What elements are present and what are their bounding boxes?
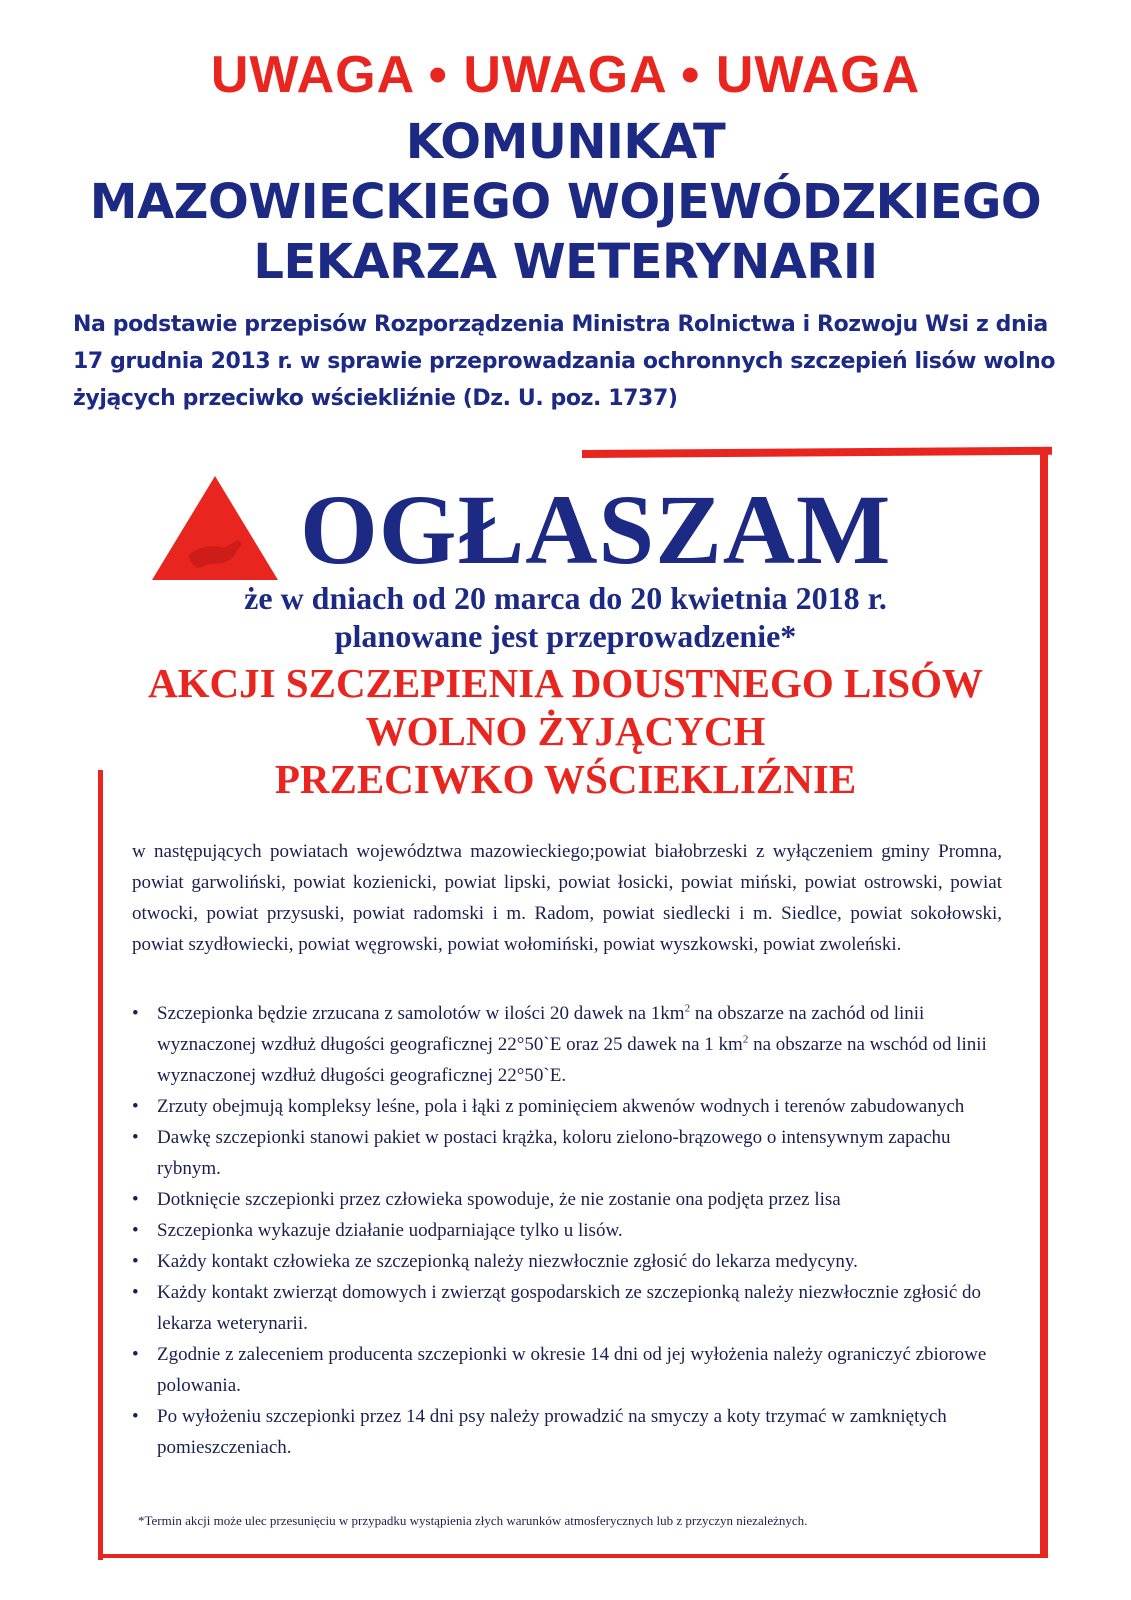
bullet-item: • Dawkę szczepionki stanowi pakiet w postaci krążka, koloru zielono-brązowego o intensywnym zapachu rybnym. (132, 1122, 1006, 1184)
info-bullet-list (132, 998, 1006, 1463)
bullet-item: • Szczepionka wykazuje działanie uodparniające tylko u lisów. (132, 1215, 1006, 1246)
frame-top-border (582, 447, 1052, 458)
legal-basis-text: Na podstawie przepisów Rozporządzenia Ministra Rolnictwa i Rozwoju Wsi z dnia 17 grudnia 2013 r. w sprawie przeprowadzania ochronnych szczepień lisów wolno żyjących przeciwko wściekliźnie (Dz. U. poz. 1737) (73, 312, 1056, 411)
action-line-1: AKCJI SZCZEPIENIA DOUSTNEGO LISÓW (147, 660, 983, 706)
bullet-item: • Po wyłożeniu szczepionki przez 14 dni psy należy prowadzić na smyczy a koty trzymać w zamkniętych pomieszczeniach. (132, 1401, 1006, 1463)
bullet-item: • Szczepionka będzie zrzucana z samolotów w ilości 20 dawek na $1km^2$ na obszarze na zachód od linii wyznaczonej wzdłuż długości geograficznej 22°50`E oraz 25 dawek na 1 $km^2$ na obszarze na wschód od linii wyznaczonej wzdłuż długości geograficznej 22°50`E. (132, 998, 1006, 1091)
bullet-item: • Zgodnie z zaleceniem producenta szczepionki w okresie 14 dni od jej wyłożenia należy ograniczyć zbiorowe polowania. (132, 1339, 1006, 1401)
action-line-2: WOLNO ŻYJĄCYCH (365, 708, 766, 754)
planned-line: planowane jest przeprowadzenie* (334, 618, 797, 654)
bullet-item: • Dotknięcie szczepionki przez człowieka spowoduje, że nie zostanie ona podjęta przez lisa (132, 1184, 1006, 1215)
action-line-3: PRZECIWKO WŚCIEKLIŹNIE (274, 756, 857, 802)
title-line-2: MAZOWIECKIEGO WOJEWÓDZKIEGO (89, 174, 1042, 230)
fox-warning-triangle-icon (150, 474, 280, 582)
districts-paragraph: w następujących powiatach województwa mazowieckiego;powiat białobrzeski z wyłączeniem gminy Promna, powiat garwoliński, powiat kozienicki, powiat lipski, powiat łosicki, powiat miński, powiat ostrowski, powiat otwocki, powiat przysuski, powiat radomski i m. Radom, powiat siedlecki i m. Siedlce, powiat sokołowski, powiat szydłowiecki, powiat węgrowski, powiat wołomiński, powiat wyszkowski, powiat zwoleński. (132, 841, 1002, 955)
footnote: *Termin akcji może ulec przesunięciu w przypadku wystąpienia złych warunków atmosferycznych lub z przyczyn niezależnych. (138, 1513, 808, 1528)
date-range-line: że w dniach od 20 marca do 20 kwietnia 2018 r. (244, 580, 887, 616)
frame-bottom-border (98, 1554, 1048, 1558)
title-line-1: KOMUNIKAT (405, 114, 726, 170)
bullet-item: • Każdy kontakt zwierząt domowych i zwierząt gospodarskich ze szczepionką należy niezwłocznie zgłosić do lekarza weterynarii. (132, 1277, 1006, 1339)
announce-heading: OGŁASZAM (300, 474, 892, 585)
warning-heading: UWAGA • UWAGA • UWAGA (210, 46, 921, 104)
bullet-item: • Zrzuty obejmują kompleksy leśne, pola i łąki z pominięciem akwenów wodnych i terenów zabudowanych (132, 1091, 1006, 1122)
frame-left-border (98, 770, 103, 1560)
bullet-item: • Każdy kontakt człowieka ze szczepionką należy niezwłocznie zgłosić do lekarza medycyny. (132, 1246, 1006, 1277)
title-line-3: LEKARZA WETERYNARII (253, 234, 878, 290)
